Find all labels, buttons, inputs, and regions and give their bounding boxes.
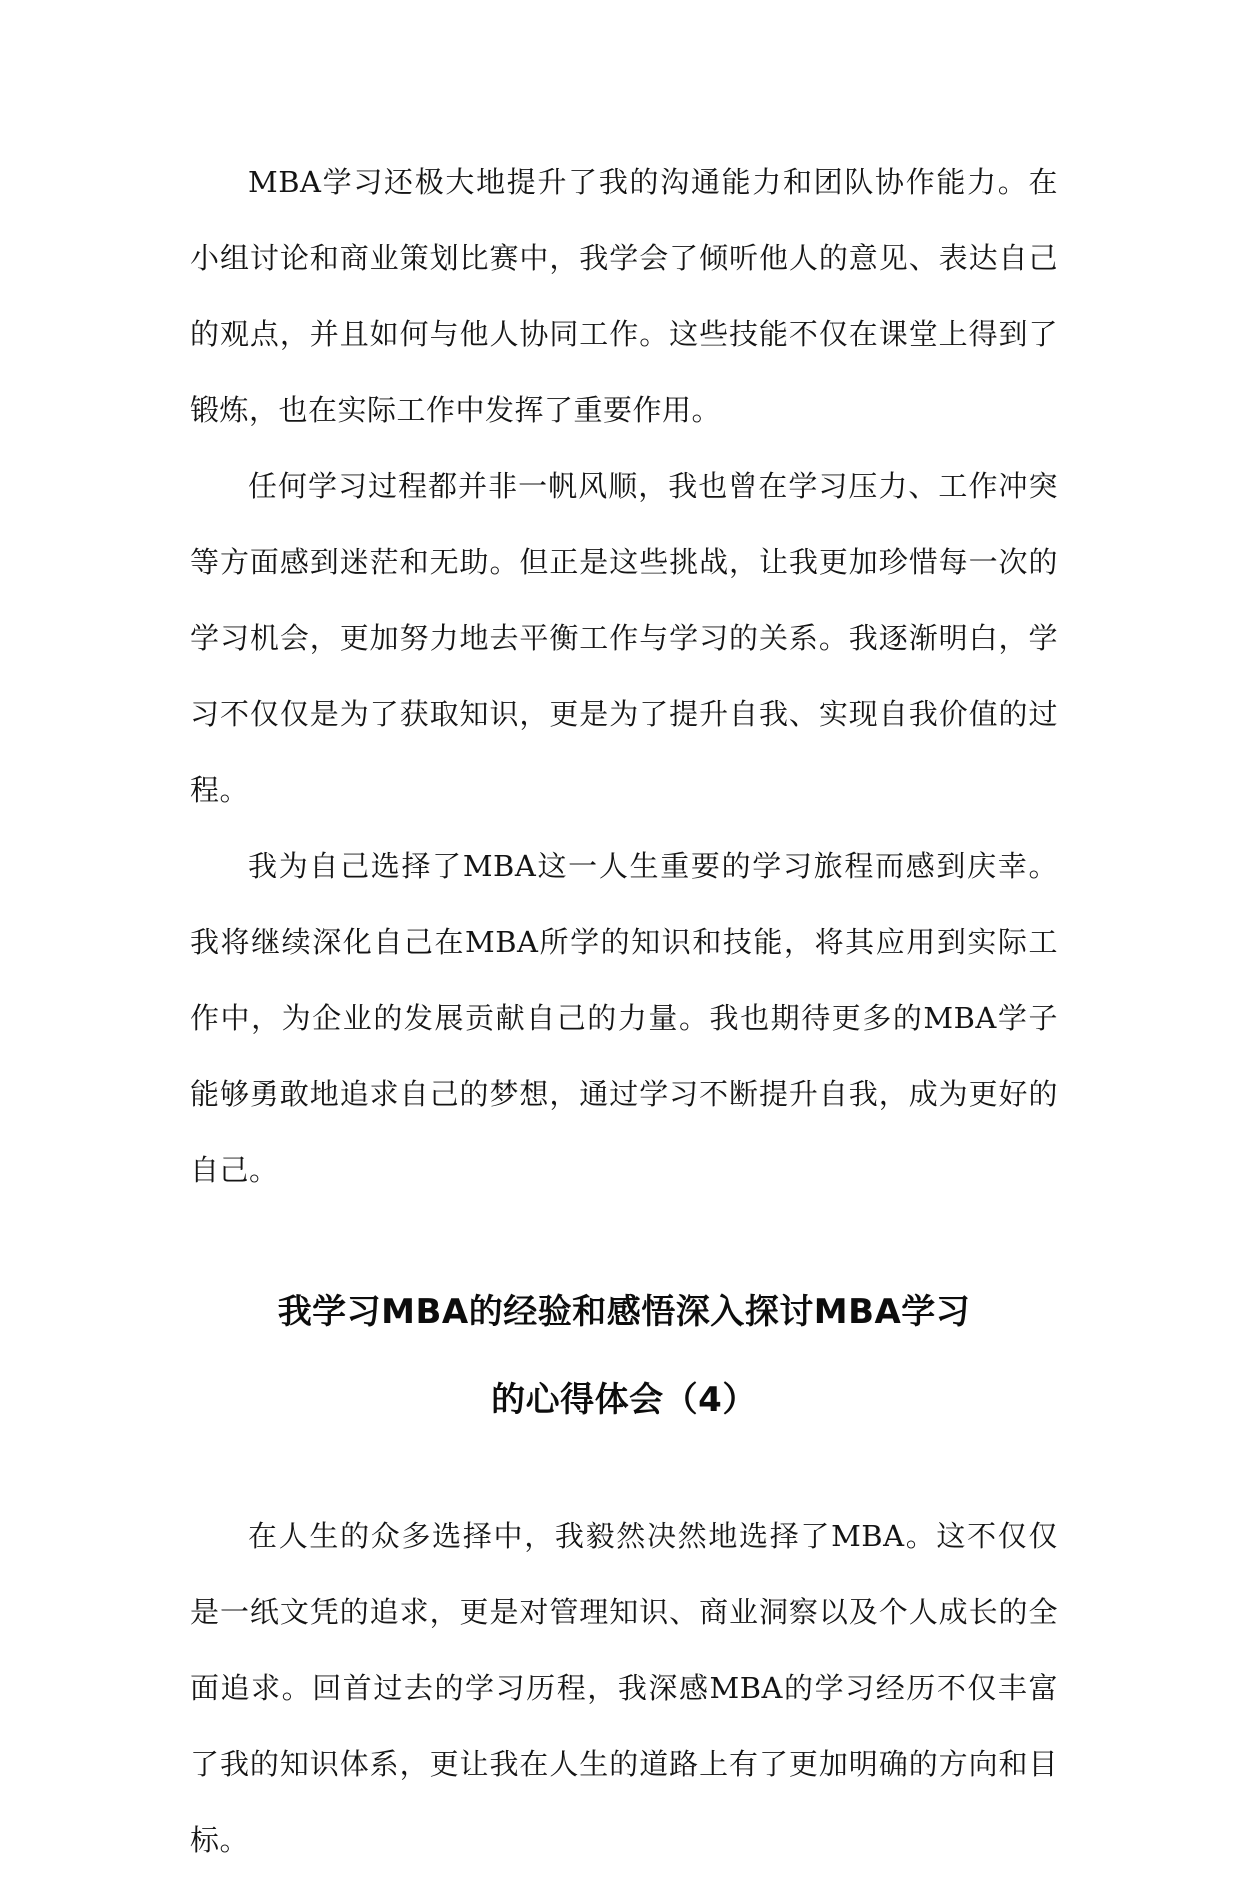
document-body — [190, 144, 1058, 1878]
section-heading-line-1: 我学习MBA的经验和感悟深入探讨MBA学习 — [277, 1292, 971, 1332]
paragraph-communication: MBA学习还极大地提升了我的沟通能力和团队协作能力。在小组讨论和商业策划比赛中，我学会了倾听他人的意见、表达自己的观点，并且如何与他人协同工作。这些技能不仅在课堂上得到了锻炼，也在实际工作中发挥了重要作用。 — [190, 165, 1058, 427]
paragraph-conclusion: 我为自己选择了MBA这一人生重要的学习旅程而感到庆幸。我将继续深化自己在MBA所学的知识和技能，将其应用到实际工作中，为企业的发展贡献自己的力量。我也期待更多的MBA学子能够勇敢地追求自己的梦想，通过学习不断提升自我，成为更好的自己。 — [190, 849, 1058, 1187]
section-heading-line-2: 的心得体会（4） — [491, 1380, 757, 1420]
paragraph-challenges: 任何学习过程都并非一帆风顺，我也曾在学习压力、工作冲突等方面感到迷茫和无助。但正是这些挑战，让我更加珍惜每一次的学习机会，更加努力地去平衡工作与学习的关系。我逐渐明白，学习不仅仅是为了获取知识，更是为了提升自我、实现自我价值的过程。 — [190, 469, 1058, 807]
section-heading — [190, 1268, 1058, 1444]
paragraph-intro: 在人生的众多选择中，我毅然决然地选择了MBA。这不仅仅是一纸文凭的追求，更是对管理知识、商业洞察以及个人成长的全面追求。回首过去的学习历程，我深感MBA的学习经历不仅丰富了我的知识体系，更让我在人生的道路上有了更加明确的方向和目标。 — [190, 1519, 1058, 1857]
